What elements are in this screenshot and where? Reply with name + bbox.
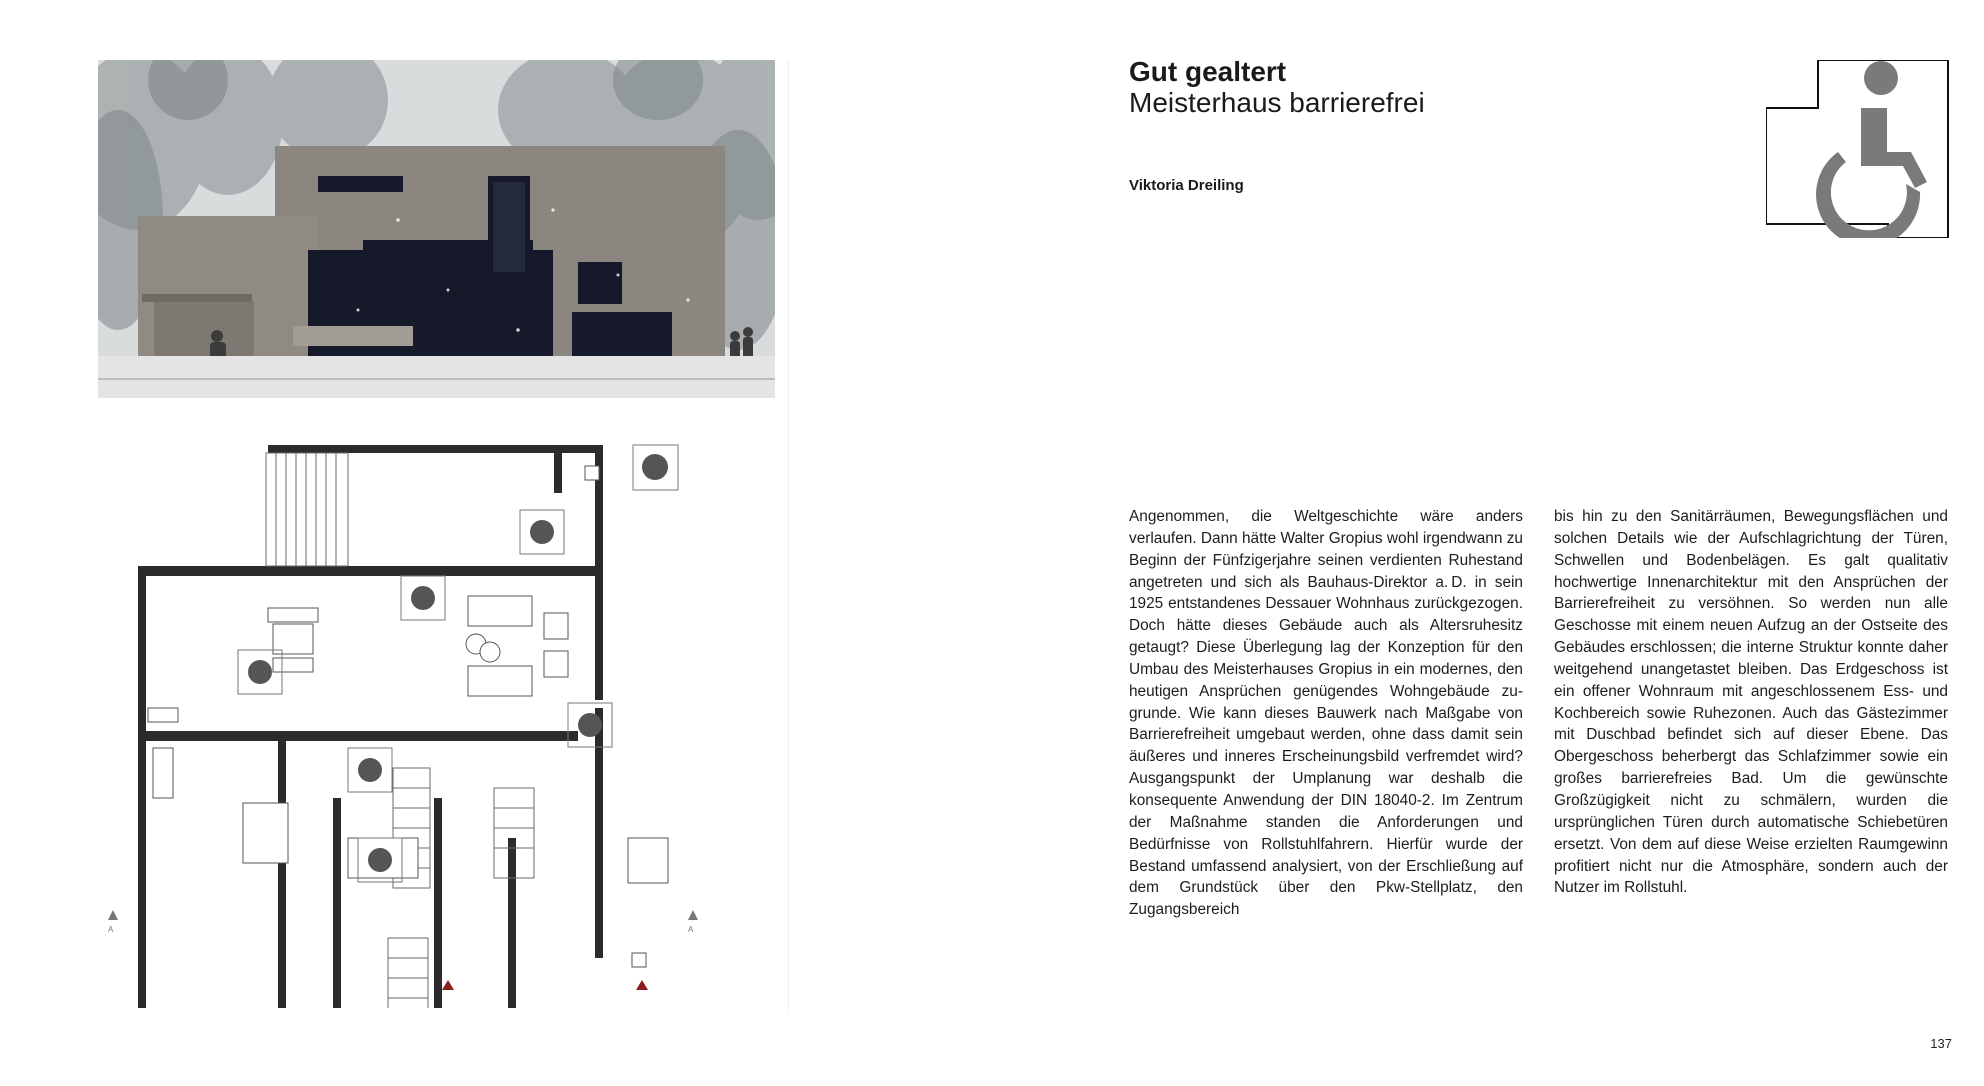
- body-text-column-left: Angenommen, die Weltgeschichte wäre anders verlaufen. Dann hätte Walter Gropius wohl irgendwann zu Beginn der Fünfzigerjahre seinen verdienten Ruhestand angetreten und sich als Bauhaus-Direktor a. D. in sein 1925 entstandenes Dessauer Wohnhaus zurückgezogen. Doch hätte dieses Gebäude auch als Altersruhesitz getaugt? Diese Überlegung lag der Konzeption für den Umbau des Meisterhauses Gropius in ein modernes, den heutigen Ansprüchen genügendes Wohngebäude zugrunde. Wie kann dieses Bauwerk nach Maßgabe von Barrierefreiheit umgebaut werden, ohne dass damit sein äußeres und inneres Erscheinungsbild verfremdet wird? Ausgangspunkt der Umplanung war deshalb die konsequente Anwendung der DIN 18040-2. Im Zentrum der Maßnahme standen die Anforderungen und Bedürfnisse von Rollstuhlfahrern. Hierfür wurde der Bestand umfassend analysiert, von der Erschließung auf dem Grundstück über den Pkw-Stellplatz, den Zugangsbereich: [1129, 508, 1523, 919]
- elevation-rendering: [98, 60, 775, 398]
- floor-plan: [98, 408, 788, 1008]
- body-text-column-right: bis hin zu den Sanitärräumen, Bewegungsflächen und solchen Details wie der Aufschlagrichtung der Türen, Schwellen und Bodenbelägen. Es galt qualitativ hochwertige Innenarchitektur mit den Ansprüchen der Barrierefreiheit zu versöhnen. So werden nun alle Geschosse mit einem neuen Aufzug an der Ostseite des Gebäudes erschlossen; die interne Struktur konnte daher weitgehend unangetastet bleiben. Das Erdgeschoss ist ein offener Wohnraum mit angeschlossenem Ess- und Kochbereich sowie Ruhezonen. Auch das Gästezimmer mit Duschbad befindet sich auf dieser Ebene. Das Obergeschoss beherbergt das Schlafzimmer sowie ein großes barrierefreies Bad. Um die gewünschte Großzügigkeit nicht zu schmälern, wurden die ursprünglichen Türen durch automatische Schiebetüren ersetzt. Von dem auf diese Weise erzielten Raumgewinn profitiert nicht nur die Atmosphäre, sondern auch der Nutzer im Rollstuhl.: [1554, 508, 1948, 897]
- article-subtitle: Meisterhaus barrierefrei: [1129, 87, 1425, 118]
- elevation-illustration: [98, 60, 775, 398]
- section-marker-right: A: [688, 925, 694, 934]
- floor-plan-drawing: [98, 408, 788, 1008]
- page-number: 137: [1930, 1036, 1952, 1051]
- article-author: Viktoria Dreiling: [1129, 177, 1244, 194]
- article-title: Gut gealtert: [1129, 56, 1287, 87]
- section-marker-left: A: [108, 925, 114, 934]
- wheelchair-accessibility-icon: [1766, 60, 1950, 238]
